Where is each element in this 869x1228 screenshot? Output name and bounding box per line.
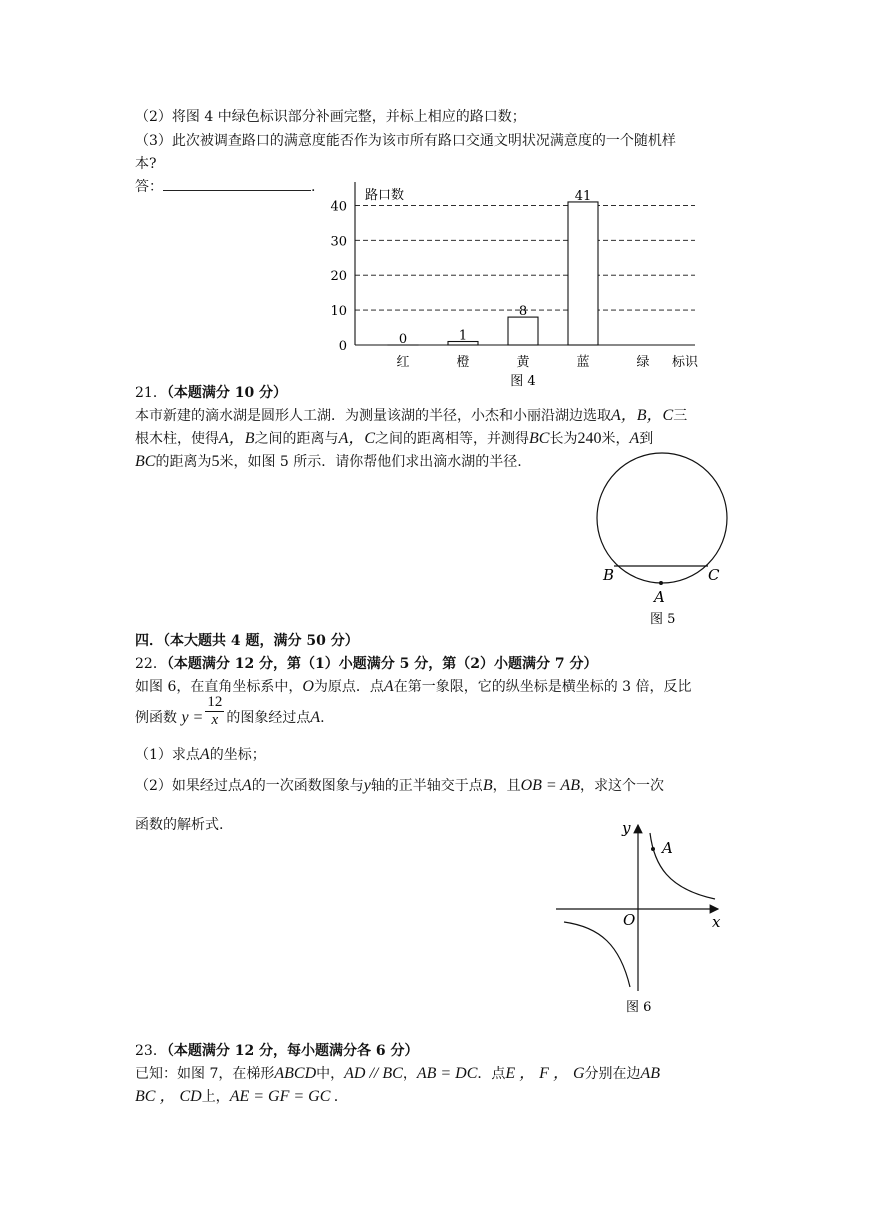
math-a: A xyxy=(199,746,210,763)
q23-title: （本题满分 12 分，每小题满分各 6 分） xyxy=(166,1043,419,1059)
bar-3 xyxy=(568,202,598,345)
q23-line1 xyxy=(135,1064,660,1084)
q21-text: 到 xyxy=(639,431,654,447)
x-axis-label: 标识 xyxy=(671,355,699,370)
section-4-title: 四．（本大题共 4 题，满分 50 分） xyxy=(135,633,359,649)
q22-text: 的坐标； xyxy=(209,747,266,763)
q21-text: 根木柱，使得 xyxy=(135,431,219,447)
math-bc: BC xyxy=(529,430,550,447)
q22-part2-cont: 函数的解析式. xyxy=(135,817,224,833)
q21-title: （本题满分 10 分） xyxy=(166,385,288,401)
q22-text: 的图象经过点 xyxy=(226,710,311,726)
bar-2 xyxy=(508,317,538,345)
q22-header xyxy=(135,654,598,674)
x-tick-label: 蓝 xyxy=(576,355,590,370)
q23-text: 上， xyxy=(201,1089,230,1105)
point-a xyxy=(659,581,663,585)
q22-line2 xyxy=(135,693,325,729)
q23-text: ， xyxy=(402,1066,417,1082)
x-tick-label: 橙 xyxy=(456,355,470,370)
answer-end: . xyxy=(311,179,316,195)
answer-blank xyxy=(163,177,311,191)
math-ab-dc: AB = DC xyxy=(416,1065,478,1082)
y-tick-label: 10 xyxy=(330,304,347,320)
q22-part1 xyxy=(135,745,266,765)
lake-circle xyxy=(597,453,727,583)
q21-text: 之间的距离相等，并测得 xyxy=(375,431,530,447)
q21-text: 三 xyxy=(673,408,688,424)
q21-text: 米，如图 5 所示．请你帮他们求出滴水湖的半径. xyxy=(219,454,522,470)
math-efg: E ， F ， G xyxy=(505,1065,585,1082)
q22-title: （本题满分 12 分，第（1）小题满分 5 分，第（2）小题满分 7 分） xyxy=(166,656,598,672)
q21-text: 之间的距离与 xyxy=(254,431,339,447)
math-bc: BC xyxy=(135,453,156,470)
math-o: O xyxy=(302,678,314,695)
fig6-caption: 图 6 xyxy=(626,1000,652,1015)
label-y: y xyxy=(622,819,631,837)
x-tick-label: 绿 xyxy=(636,355,650,370)
q23-text: 已知：如图 7，在梯形 xyxy=(135,1066,275,1082)
math-y-eq: y = xyxy=(181,709,204,726)
q23-text: 中， xyxy=(316,1066,345,1082)
q22-text: 例函数 xyxy=(135,710,177,726)
label-b: B xyxy=(603,566,615,584)
math-a: A xyxy=(629,430,640,447)
q22-text: ，求这个一次 xyxy=(579,778,664,794)
label-o: O xyxy=(623,911,636,929)
q22-part2 xyxy=(135,776,664,796)
q23-number: 23． xyxy=(135,1043,167,1059)
q21-line3 xyxy=(135,452,522,472)
q22-text: 轴的正半轴交于点 xyxy=(370,778,483,794)
q22-text: 的一次函数图象与 xyxy=(251,778,364,794)
bar-value-label: 8 xyxy=(518,304,528,320)
fig5-caption: 图 5 xyxy=(650,612,676,627)
label-x: x xyxy=(712,913,721,931)
math-240: 240 xyxy=(577,430,602,447)
bar-value-label: 0 xyxy=(398,332,408,347)
math-a: A xyxy=(310,709,321,726)
q22-text: ，且 xyxy=(492,778,521,794)
math-ac: A，C xyxy=(338,430,376,447)
q21-text: 的距离为 xyxy=(155,454,212,470)
fig6-hyperbola-diagram xyxy=(550,815,730,1020)
x-tick-label: 黄 xyxy=(516,355,530,370)
q22-text: 为原点．点 xyxy=(313,679,384,695)
math-y: y xyxy=(363,777,371,794)
q21-number: 21． xyxy=(135,385,167,401)
fraction-12-over-x xyxy=(205,694,224,729)
q22-number: 22． xyxy=(135,656,167,672)
q20-part3-cont: 本? xyxy=(135,156,157,172)
y-tick-label: 0 xyxy=(338,339,347,354)
chart-labels xyxy=(330,187,699,389)
q20-part2: （2）将图 4 中绿色标识部分补画完整，并标上相应的路口数； xyxy=(135,109,526,125)
chart-bars xyxy=(388,202,598,345)
label-a: A xyxy=(654,588,665,606)
q23-line2 xyxy=(135,1087,338,1107)
q22-text: 在第一象限，它的纵坐标是横坐标的 3 倍，反比 xyxy=(393,679,692,695)
math-ab: A，B xyxy=(219,430,255,447)
point-a xyxy=(651,847,655,851)
math-bc-cd: BC ， CD xyxy=(135,1088,202,1105)
y-tick-label: 30 xyxy=(330,234,347,250)
math-a: A xyxy=(241,777,252,794)
answer-line xyxy=(135,177,315,197)
q22-text: . xyxy=(320,710,325,726)
q22-text: （2）如果经过点 xyxy=(135,778,242,794)
q21-text: 长为 xyxy=(549,431,578,447)
math-b: B xyxy=(482,777,493,794)
q21-text: 米， xyxy=(601,431,630,447)
hyperbola-branch-q1 xyxy=(650,833,715,899)
math-abc: A，B，C xyxy=(611,407,674,424)
hyperbola-branch-q3 xyxy=(564,922,630,987)
fig5-circle-diagram xyxy=(590,460,740,630)
math-5: 5 xyxy=(211,453,220,470)
bar-value-label: 41 xyxy=(574,188,592,204)
y-axis-label: 路口数 xyxy=(365,188,405,203)
math-ae-gf-gc: AE = GF = GC . xyxy=(229,1088,339,1105)
q21-text: 本市新建的滴水湖是圆形人工湖．为测量该湖的半径，小杰和小丽沿湖边选取 xyxy=(135,408,611,424)
chart-grid xyxy=(355,205,695,310)
fraction-denominator: x xyxy=(211,711,219,728)
math-abcd: ABCD xyxy=(274,1065,317,1082)
math-ad-bc: AD // BC xyxy=(344,1065,403,1082)
q23-text: 分别在边 xyxy=(584,1066,641,1082)
q21-header xyxy=(135,383,287,403)
fig4-bar-chart xyxy=(330,180,710,390)
q21-line1 xyxy=(135,406,687,426)
q23-text: ．点 xyxy=(477,1066,506,1082)
q20-part3: （3）此次被调查路口的满意度能否作为该市所有路口交通文明状况满意度的一个随机样 xyxy=(135,133,676,149)
math-ab: AB xyxy=(640,1065,661,1082)
q22-text: （1）求点 xyxy=(135,747,200,763)
label-c: C xyxy=(708,566,720,584)
answer-label: 答： xyxy=(135,179,163,195)
q22-text: 如图 6，在直角坐标系中， xyxy=(135,679,303,695)
label-a: A xyxy=(662,839,673,857)
y-tick-label: 20 xyxy=(330,269,347,285)
math-ob-ab: OB = AB xyxy=(520,777,580,794)
q21-line2 xyxy=(135,429,653,449)
fig4-caption: 图 4 xyxy=(510,374,536,389)
y-tick-label: 40 xyxy=(330,199,347,215)
bar-value-label: 1 xyxy=(458,328,468,344)
q23-header xyxy=(135,1041,419,1061)
x-tick-label: 红 xyxy=(396,355,410,370)
fraction-numerator: 12 xyxy=(207,693,223,710)
math-a: A xyxy=(383,678,394,695)
